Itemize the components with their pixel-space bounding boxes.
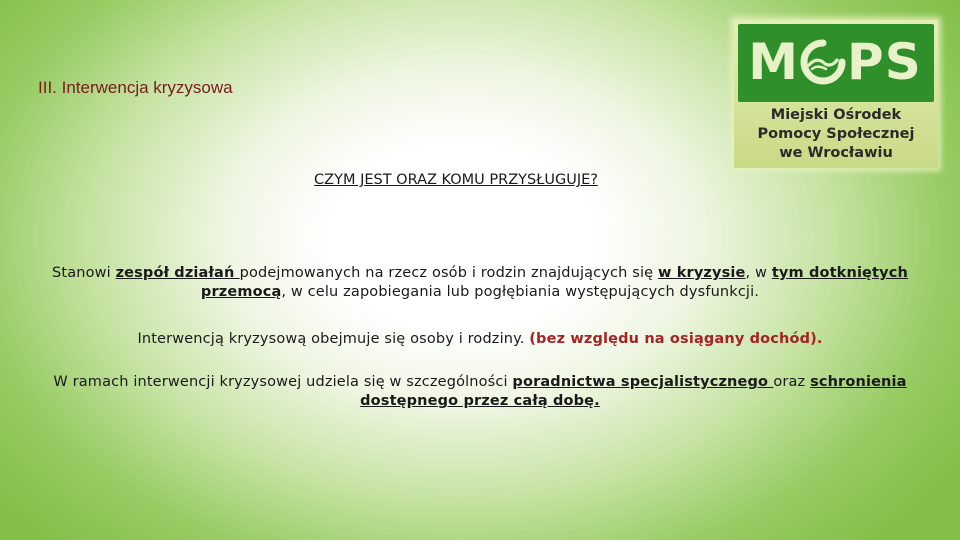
paragraph-definition bbox=[24, 264, 936, 302]
p2-text-1: Interwencją kryzysową obejmuje się osoby i rodziny. bbox=[137, 331, 530, 347]
paragraph-eligibility bbox=[24, 330, 936, 349]
logo-caption bbox=[734, 106, 938, 163]
logo-caption-line3: we Wrocławiu bbox=[779, 145, 893, 161]
p3-text-1: W ramach interwencji kryzysowej udziela się w szczególności bbox=[53, 374, 513, 390]
mops-logo bbox=[734, 20, 938, 168]
p3-text-2: oraz bbox=[773, 374, 811, 390]
section-question: CZYM JEST ORAZ KOMU PRZYSŁUGUJE? bbox=[314, 172, 598, 188]
p1-emphasis-2: w kryzysie bbox=[657, 265, 746, 281]
slide-title: III. Interwencja kryzysowa bbox=[38, 78, 233, 97]
p1-text-4: , w celu zapobiegania lub pogłębiania występujących dysfunkcji. bbox=[281, 284, 760, 300]
p1-text-2: podejmowanych na rzecz osób i rodzin znajdujących się bbox=[239, 265, 658, 281]
p1-emphasis-3: tym dotkniętych przemocą bbox=[200, 265, 908, 300]
logo-caption-line1: Miejski Ośrodek bbox=[770, 107, 902, 123]
logo-letters-ps: PS bbox=[847, 33, 922, 91]
p1-emphasis-1: zespół działań bbox=[115, 265, 240, 281]
p3-emphasis-1: poradnictwa specjalistycznego bbox=[512, 374, 774, 390]
p2-highlight: (bez względu na osiągany dochód). bbox=[529, 331, 823, 347]
logo-caption-line2: Pomocy Społecznej bbox=[757, 126, 915, 142]
p1-text-3: , w bbox=[745, 265, 772, 281]
p1-text-1: Stanowi bbox=[52, 265, 116, 281]
p3-emphasis-2: schronienia dostępnego przez całą dobę. bbox=[360, 374, 907, 409]
logo-hands-icon bbox=[800, 39, 846, 85]
logo-wordmark bbox=[742, 30, 928, 94]
logo-letter-m: M bbox=[748, 33, 800, 91]
paragraph-services bbox=[24, 373, 936, 411]
